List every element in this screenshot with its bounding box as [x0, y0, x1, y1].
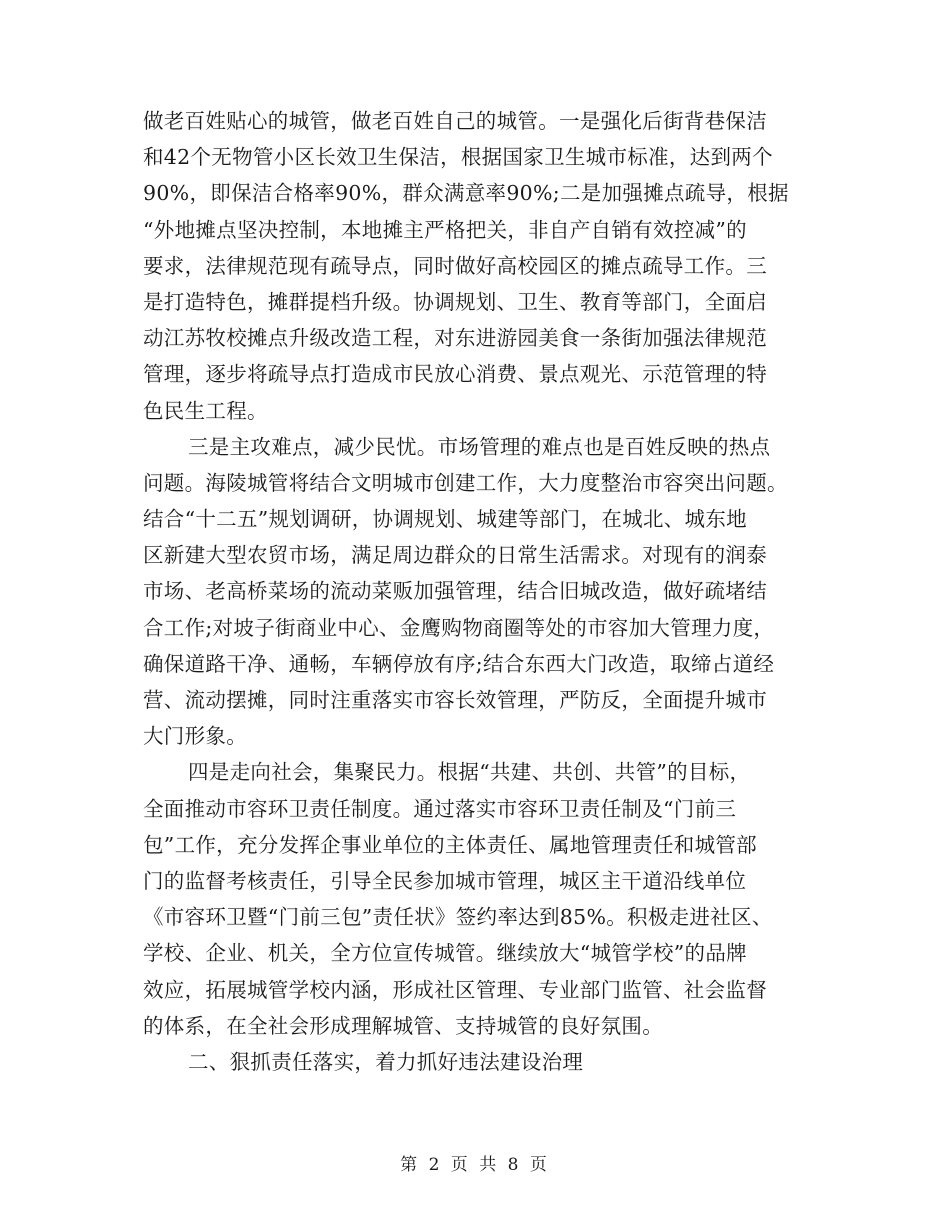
text-line: 合工作;对坡子街商业中心、金鹰购物商圈等处的市容加大管理力度，: [143, 615, 775, 640]
document-body: [143, 103, 815, 1080]
paragraph: [143, 429, 815, 755]
text-line: 学校、企业、机关，全方位宣传城管。继续放大“城管学校”的品牌: [143, 941, 747, 966]
text-line: 和42个无物管小区长效卫生保洁，根据国家卫生城市标准，达到两个: [143, 145, 773, 170]
page-footer: 第 2 页 共 8 页: [400, 1155, 550, 1175]
text-line: 色民生工程。: [143, 398, 268, 423]
text-line: 问题。海陵城管将结合文明城市创建工作，大力度整治市容突出问题。: [143, 470, 788, 495]
text-line: 做老百姓贴心的城管，做老百姓自己的城管。一是强化后街背巷保洁: [143, 109, 767, 133]
text-line: 是打造特色，摊群提档升级。协调规划、卫生、教育等部门，全面启: [143, 289, 767, 314]
text-line: “外地摊点坚决控制，本地摊主严格把关，非自产自销有效控减”的: [143, 217, 747, 242]
text-line: 动江苏牧校摊点升级改造工程，对东进游园美食一条街加强法律规范: [143, 326, 767, 351]
text-line: 大门形象。: [143, 724, 247, 749]
text-line: 区新建大型农贸市场，满足周边群众的日常生活需求。对现有的润泰: [143, 543, 767, 568]
text-line: 结合“十二五”规划调研，协调规划、城建等部门，在城北、城东地: [143, 507, 747, 532]
text-line: 的体系，在全社会形成理解城管、支持城管的良好氛围。: [143, 1013, 663, 1038]
text-line: 门的监督考核责任，引导全民参加城市管理，城区主干道沿线单位: [143, 868, 747, 893]
text-line: 三是主攻难点，减少民忧。市场管理的难点也是百姓反映的热点: [188, 434, 771, 459]
text-line: 效应，拓展城管学校内涵，形成社区管理、专业部门监管、社会监督: [143, 977, 767, 1002]
text-line: 要求，法律规范现有疏导点，同时做好高校园区的摊点疏导工作。三: [143, 253, 767, 278]
text-line: 确保道路干净、通畅，车辆停放有序;结合东西大门改造，取缔占道经: [143, 651, 775, 676]
text-line: 包”工作，充分发挥企事业单位的主体责任、属地管理责任和城管部: [143, 832, 757, 857]
text-line: 营、流动摆摊，同时注重落实市容长效管理，严防反，全面提升城市: [143, 688, 767, 712]
text-line: 《市容环卫暨“门前三包”责任状》签约率达到85%。积极走进社区、: [143, 905, 773, 930]
paragraph: [143, 103, 815, 429]
paragraph: [143, 754, 815, 1044]
text-line: 市场、老高桥菜场的流动菜贩加强管理，结合旧城改造，做好疏堵结: [143, 579, 767, 604]
text-line: 四是走向社会，集聚民力。根据“共建、共创、共管”的目标，: [188, 760, 751, 785]
text-line: 管理，逐步将疏导点打造成市民放心消费、景点观光、示范管理的特: [143, 362, 767, 387]
text-line: 二、狠抓责任落实，着力抓好违法建设治理: [188, 1049, 584, 1074]
text-line: 90%，即保洁合格率90%，群众满意率90%;二是加强摊点疏导，根据: [143, 181, 789, 206]
paragraph: [143, 1044, 815, 1080]
text-line: 全面推动市容环卫责任制度。通过落实市容环卫责任制及“门前三: [143, 796, 737, 821]
